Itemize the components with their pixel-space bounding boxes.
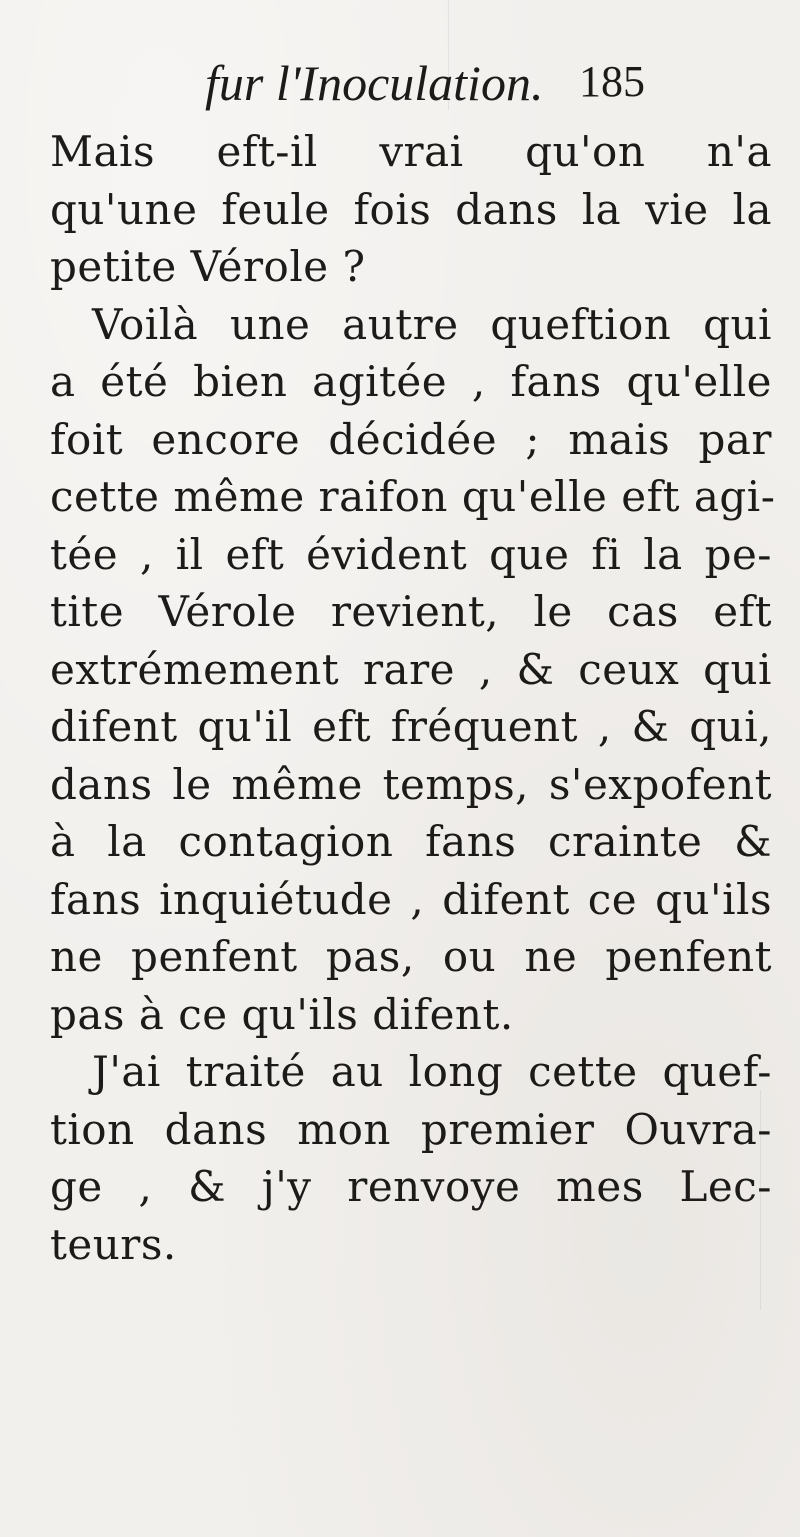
text-line: difent qu'il eft fréquent , & qui, [50,702,772,751]
page-number: 185 [579,57,645,106]
text-line: cette même raifon qu'elle eft agi- [50,472,776,521]
text-line: qu'une feule fois dans la vie la [50,184,772,234]
text-line: tion dans mon premier Ouvra- [50,1104,772,1154]
running-head: fur l'Inoculation. [205,55,544,111]
text-line: tite Vérole revient, le cas eft [50,587,772,636]
text-line: Voilà une autre queftion qui [92,299,772,349]
text-line: a été bien agitée , fans qu'elle [50,357,772,406]
body-text [50,123,776,1273]
text-line: Mais eft-il vrai qu'on n'a [50,127,772,176]
text-line: ge , & j'y renvoye mes Lec- [50,1162,772,1211]
text-line: fans inquiétude , difent ce qu'ils [50,874,772,924]
page-header [205,55,645,118]
text-line: teurs. [50,1219,177,1269]
text-line: pas à ce qu'ils difent. [50,989,514,1039]
text-line: petite Vérole ? [50,242,366,291]
text-line: foit encore décidée ; mais par [50,414,772,464]
text-line: à la contagion fans crainte & [50,817,772,866]
text-line: dans le même temps, s'expofent [50,759,772,809]
text-line: tée , il eft évident que fi la pe- [50,529,772,579]
text-line: J'ai traité au long cette quef- [92,1047,772,1096]
text-line: ne penfent pas, ou ne penfent [50,932,772,981]
text-line: extrémement rare , & ceux qui [50,644,772,694]
